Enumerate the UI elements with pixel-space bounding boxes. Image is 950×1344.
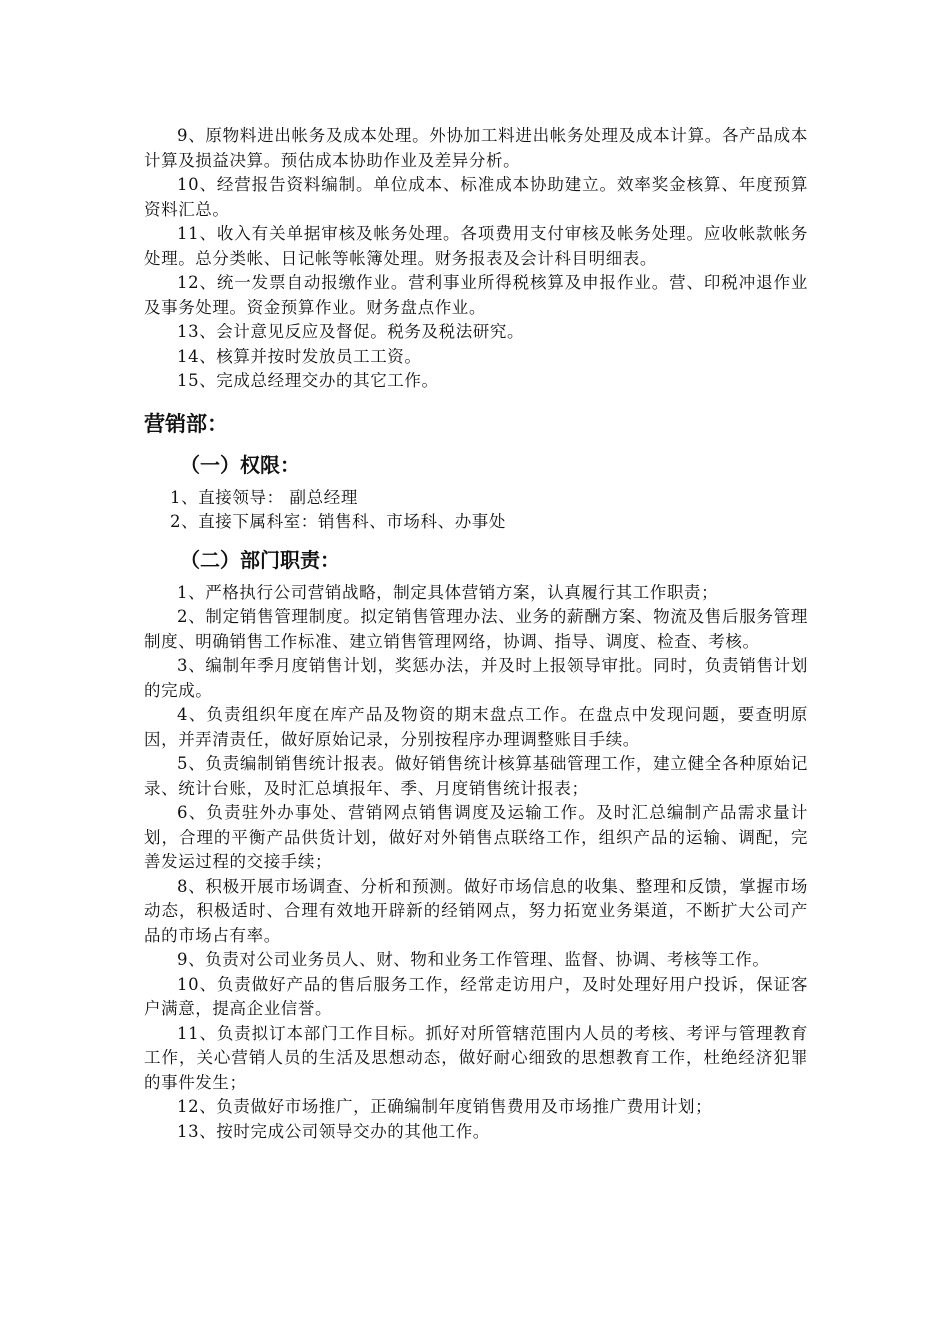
- list-item: 1、直接领导： 副总经理: [170, 487, 358, 507]
- list-item: 14、核算并按时发放员工工资。: [177, 346, 422, 366]
- list-item: 15、完成总经理交办的其它工作。: [177, 371, 439, 390]
- list-item: 1、严格执行公司营销战略，制定具体营销方案，认真履行其工作职责；: [177, 582, 719, 602]
- list-item: 13、会计意见反应及督促。税务及税法研究。: [177, 322, 525, 341]
- list-item: 12、负责做好市场推广，正确编制年度销售费用及市场推广费用计划；: [177, 1097, 713, 1116]
- document-page: [144, 124, 808, 1144]
- authority-subtitle: （一）权限：: [180, 452, 300, 477]
- finance-duties-list: [144, 124, 808, 394]
- authority-list: [144, 486, 808, 535]
- list-item: 10、负责做好产品的售后服务工作，经常走访用户，及时处理好用户投诉，保证客户满意，提高企业信誉。: [144, 974, 808, 1018]
- list-item: 8、积极开展市场调查、分析和预测。做好市场信息的收集、整理和反馈，掌握市场动态，积极适时、合理有效地开辟新的经销网点，努力拓宽业务渠道，不断扩大公司产品的市场占有率。: [144, 876, 808, 945]
- list-item: 5、负责编制销售统计报表。做好销售统计核算基础管理工作，建立健全各种原始记录、统计台账，及时汇总填报年、季、月度销售统计报表；: [144, 754, 808, 798]
- list-item: 6、负责驻外办事处、营销网点销售调度及运输工作。及时汇总编制产品需求量计划，合理的平衡产品供货计划，做好对外销售点联络工作，组织产品的运输、调配，完善发运过程的交接手续；: [144, 803, 808, 871]
- list-item: 2、直接下属科室：销售科、市场科、办事处: [170, 512, 506, 531]
- list-item: 4、负责组织年度在库产品及物资的期末盘点工作。在盘点中发现问题，要查明原因，并弄清责任，做好原始记录，分别按程序办理调整账目手续。: [144, 705, 808, 749]
- marketing-section-title: 营销部：: [144, 411, 228, 436]
- list-item: 3、编制年季月度销售计划，奖惩办法，并及时上报领导审批。同时，负责销售计划的完成。: [144, 656, 808, 700]
- list-item: 11、负责拟订本部门工作目标。抓好对所管辖范围内人员的考核、考评与管理教育工作，关心营销人员的生活及思想动态，做好耐心细致的思想教育工作，杜绝经济犯罪的事件发生；: [144, 1023, 808, 1092]
- list-item: 2、制定销售管理制度。拟定销售管理办法、业务的薪酬方案、物流及售后服务管理制度、明确销售工作标准、建立销售管理网络，协调、指导、调度、检查、考核。: [144, 607, 808, 651]
- list-item: 10、经营报告资料编制。单位成本、标准成本协助建立。效率奖金核算、年度预算资料汇总。: [144, 175, 808, 219]
- list-item: 9、负责对公司业务员人、财、物和业务工作管理、监督、协调、考核等工作。: [177, 950, 770, 969]
- list-item: 11、收入有关单据审核及帐务处理。各项费用支付审核及帐务处理。应收帐款帐务处理。总分类帐、日记帐等帐簿处理。财务报表及会计科目明细表。: [144, 224, 808, 268]
- list-item: 13、按时完成公司领导交办的其他工作。: [177, 1121, 490, 1141]
- duties-list: [144, 581, 808, 1145]
- list-item: 9、原物料进出帐务及成本处理。外协加工料进出帐务处理及成本计算。各产品成本计算及损益决算。预估成本协助作业及差异分析。: [144, 126, 808, 170]
- list-item: 12、统一发票自动报缴作业。营利事业所得税核算及申报作业。营、印税冲退作业及事务处理。资金预算作业。财务盘点作业。: [144, 273, 808, 317]
- duties-subtitle: （二）部门职责：: [180, 547, 340, 572]
